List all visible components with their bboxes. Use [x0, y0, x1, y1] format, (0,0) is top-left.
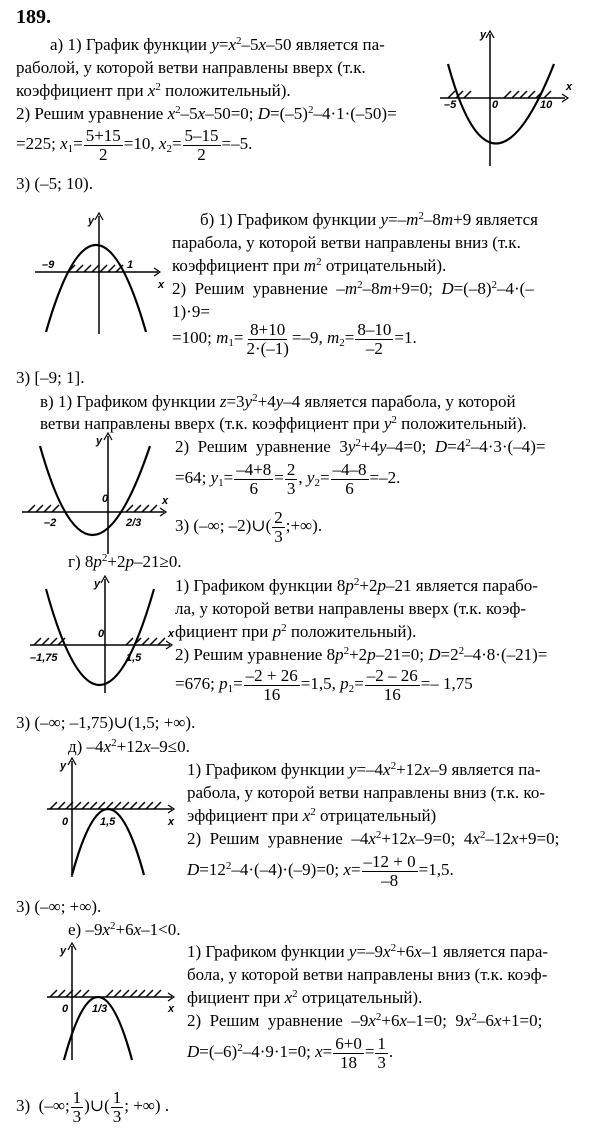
e-line-2: рабола, у которой ветви направлены вниз (т.к. ко-	[187, 783, 545, 802]
graph-a-origin: 0	[492, 99, 499, 111]
d-line-1: 1) Графиком функции $8p^2+2p-21$ является парабо-	[175, 576, 538, 595]
a-line-2: раболой, у которой ветви направлены вверх (т.к.	[16, 58, 366, 77]
graph-a-y-label: y	[480, 29, 487, 41]
graph-a-right-root: 10	[540, 99, 553, 111]
e-line-1: 1) Графиком функции $y=-4x^2+12x-9$ является па-	[187, 760, 541, 779]
e-line-4: 2) Решим уравнение $-4x^2+12x-9=0$; $4x^2-12x+9=0$;	[187, 829, 560, 848]
graph-c	[22, 432, 182, 562]
f-answer: 3) (–∞; $\frac{1}{3}$ )∪( $\frac{1}{3}$ ; +∞) .	[16, 1087, 170, 1126]
d-line-4: 2) Решим уравнение $8p^2+2p-21=0$; $D=2^2-4\cdot 8\cdot(-21)=$	[175, 645, 548, 664]
c-line-3: 2) Решим уравнение $3y^2+4y-4=0$; $D=4^2-4\cdot 3\cdot(-4)=$	[175, 437, 546, 456]
f-line-3: фициент при $x^2$ отрицательный).	[187, 988, 423, 1007]
b-answer: 3) [–9; 1].	[16, 368, 85, 387]
a-line-1: а) 1) График функции $y=x^2-5x-50$ является па-	[50, 35, 385, 54]
graph-b	[30, 212, 180, 342]
b-line-2: парабола, у которой ветви направлены вниз (т.к.	[172, 233, 521, 252]
f-line-1: 1) Графиком функции $y=-9x^2+6x-1$ является пара-	[187, 942, 549, 961]
graph-c-origin: 0	[102, 493, 109, 505]
graph-b-y-label: y	[88, 215, 95, 227]
c-line-1: в) 1) Графиком функции $z=3y^2+4y-4$ является парабола, у которой	[40, 392, 516, 411]
graph-f-root: 1/3	[92, 1003, 108, 1015]
d-line-5: =676; $p_1=$ $\frac{-2 + 26}{16}$ =1,5, $p_2=$ $\frac{-2 - 26}{16}$ =– 1,75	[175, 665, 473, 704]
b-line-5: 1)·9=	[172, 302, 210, 321]
f-line-5: $D=(-6)^2-4\cdot 9\cdot 1=0$; x= $\frac{6+0}{18}$ = $\frac{1}{3}$ .	[187, 1033, 394, 1072]
c-line-2: ветви направлены вверх (т.к. коэффициент при $y^2$ положительный).	[40, 414, 527, 433]
graph-f-origin: 0	[62, 1003, 69, 1015]
e-intro: д) $-4x^2+12x-9\le 0$.	[68, 737, 190, 756]
f-line-2: бола, у которой ветви направлены вниз (т.к. коэф-	[187, 965, 548, 984]
graph-c-x-label: x	[162, 495, 169, 507]
graph-e-x-label: x	[168, 816, 175, 828]
graph-a-x-label: x	[566, 81, 573, 93]
f-intro: е) $-9x^2+6x-1<0$.	[68, 920, 181, 939]
graph-d-x-label: x	[168, 628, 175, 640]
b-line-1: б) 1) Графиком функции $y=-m^2-8m+9$ является	[200, 210, 538, 229]
e-line-3: эффициент при $x^2$ отрицательный)	[187, 806, 437, 825]
d-answer: 3) (–∞; –1,75)∪(1,5; +∞).	[16, 713, 196, 732]
graph-c-y-label: y	[96, 435, 103, 447]
a-answer: 3) (–5; 10).	[16, 174, 93, 193]
graph-f-y-label: y	[60, 945, 67, 957]
graph-b-x-label: x	[158, 279, 165, 291]
c-answer: 3) (–∞; –2)∪( $\frac{2}{3}$ ;+∞).	[175, 507, 323, 546]
graph-e-root: 1,5	[100, 816, 116, 828]
problem-number: 189.	[16, 6, 51, 28]
a-line-5: =225; $x_1=$ $\frac{5+15}{2}$ =10, $x_2=$ $\frac{5-15}{2}$ =–5.	[16, 125, 253, 164]
graph-b-right-root: 1	[127, 259, 134, 271]
b-line-4: 2) Решим уравнение $-m^2-8m+9=0$; $D=(-8)^2-4\cdot(-$	[172, 279, 534, 298]
graph-b-left-root: –9	[42, 259, 55, 271]
b-line-6: =100; $m_1=$ $\frac{8+10}{2\cdot(-1)}$ =–9, $m_2=$ $\frac{8-10}{-2}$ =1.	[172, 319, 417, 358]
graph-a-left-root: –5	[444, 99, 457, 111]
graph-c-right-root: 2/3	[126, 517, 142, 529]
graph-c-left-root: –2	[44, 517, 57, 529]
f-line-4: 2) Решим уравнение $-9x^2+6x-1=0$; $9x^2-6x+1=0$;	[187, 1011, 543, 1030]
graph-a	[440, 28, 590, 168]
e-answer: 3) (–∞; +∞).	[16, 897, 102, 916]
a-line-3: коэффициент при $x^2$ положительный).	[16, 81, 291, 100]
a-line-4: 2) Решим уравнение $x^2-5x-50=0$; $D=(-5)^2-4\cdot 1\cdot(-50)=$	[16, 104, 397, 123]
d-intro: г) $8p^2+2p-21\ge 0$.	[68, 552, 182, 571]
e-line-5: $D=12^2-4\cdot(-4)\cdot(-9)=0$; x= $\frac{-12 + 0}{-8}$ =1,5.	[187, 851, 454, 890]
graph-e-y-label: y	[60, 760, 67, 772]
graph-d-right-root: 1,5	[126, 652, 142, 664]
graph-e	[42, 757, 182, 882]
d-line-2: ла, у которой ветви направлены вверх (т.к. коэф-	[175, 599, 526, 618]
c-line-4: =64; $y_1=$ $\frac{-4+8}{6}$ = $\frac{2}{3}$ , $y_2=$ $\frac{-4-8}{6}$ =–2.	[175, 459, 401, 498]
graph-d	[22, 575, 182, 700]
d-line-3: фициент при $p^2$ положительный).	[175, 622, 417, 641]
graph-d-y-label: y	[94, 578, 101, 590]
graph-e-origin: 0	[62, 816, 69, 828]
graph-d-left-root: –1,75	[30, 652, 58, 664]
b-line-3: коэффициент при $m^2$ отрицательный).	[172, 256, 447, 275]
graph-f-x-label: x	[168, 1003, 175, 1015]
graph-f	[42, 942, 182, 1067]
graph-d-origin: 0	[98, 628, 105, 640]
